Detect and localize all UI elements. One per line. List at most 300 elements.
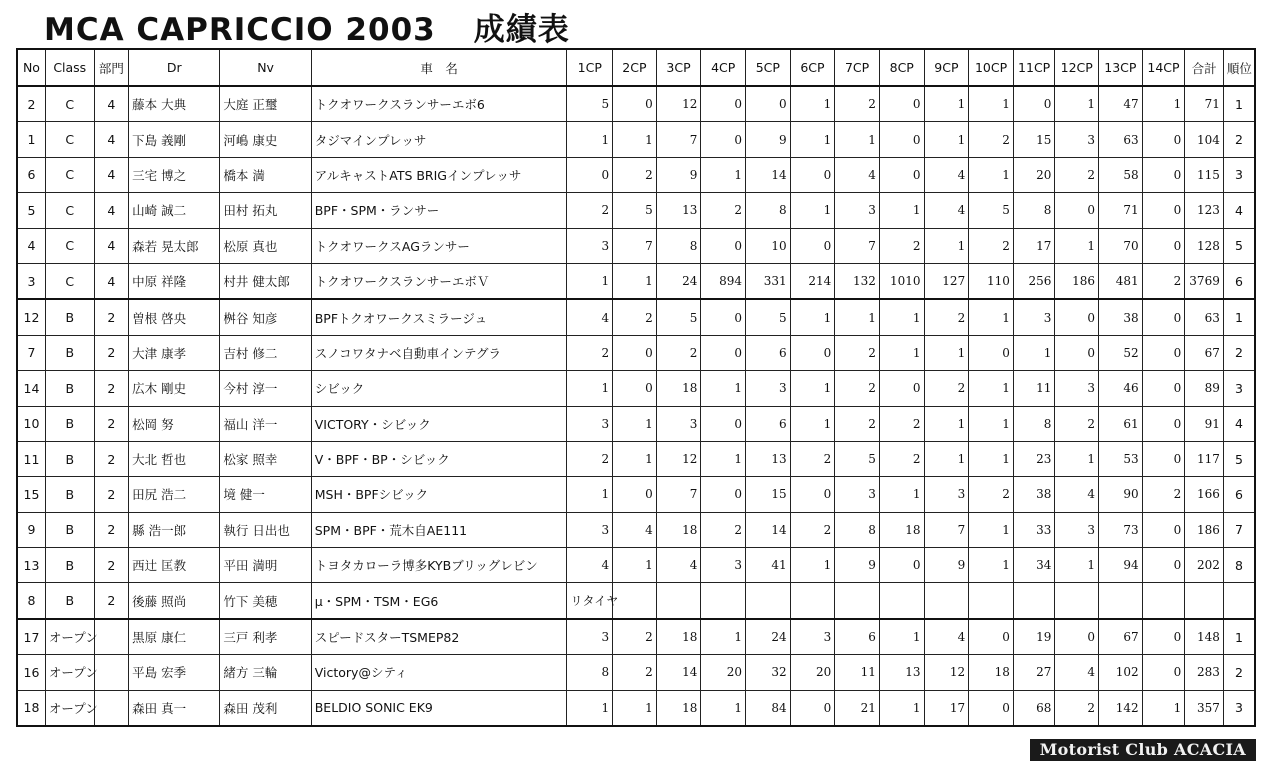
entry-number-cell: 8 bbox=[17, 583, 45, 619]
checkpoint-cell: 1 bbox=[701, 619, 746, 655]
navigator-cell: 橋本 満 bbox=[220, 157, 311, 192]
rank-cell: 5 bbox=[1223, 228, 1255, 263]
checkpoint-cell: 24 bbox=[656, 263, 701, 299]
entry-number-cell: 4 bbox=[17, 228, 45, 263]
column-header: 8CP bbox=[879, 49, 924, 86]
column-header: Class bbox=[45, 49, 94, 86]
checkpoint-cell: 1010 bbox=[879, 263, 924, 299]
class-cell: C bbox=[45, 86, 94, 122]
checkpoint-cell: 214 bbox=[790, 263, 835, 299]
total-cell: 202 bbox=[1185, 548, 1224, 583]
checkpoint-cell: 0 bbox=[1142, 335, 1185, 370]
column-header: 9CP bbox=[924, 49, 969, 86]
navigator-cell: 平田 満明 bbox=[220, 548, 311, 583]
checkpoint-cell: 20 bbox=[790, 655, 835, 690]
checkpoint-cell: 1 bbox=[790, 86, 835, 122]
car-name-cell: BELDIO SONIC EK9 bbox=[311, 690, 567, 726]
division-cell: 4 bbox=[94, 263, 129, 299]
checkpoint-cell: 2 bbox=[567, 441, 613, 476]
checkpoint-cell: 2 bbox=[701, 512, 746, 547]
checkpoint-cell: 2 bbox=[835, 371, 880, 406]
checkpoint-cell: 24 bbox=[746, 619, 791, 655]
checkpoint-cell: 7 bbox=[656, 122, 701, 157]
table-row bbox=[17, 406, 1255, 441]
results-table bbox=[16, 48, 1256, 727]
total-cell: 104 bbox=[1185, 122, 1224, 157]
division-cell: 2 bbox=[94, 299, 129, 335]
checkpoint-cell: 110 bbox=[969, 263, 1014, 299]
checkpoint-cell: 3 bbox=[1055, 122, 1099, 157]
navigator-cell: 執行 日出也 bbox=[220, 512, 311, 547]
division-cell: 2 bbox=[94, 512, 129, 547]
entry-number-cell: 9 bbox=[17, 512, 45, 547]
checkpoint-cell: 5 bbox=[567, 86, 613, 122]
column-header: 3CP bbox=[656, 49, 701, 86]
rank-cell: 2 bbox=[1223, 655, 1255, 690]
table-row bbox=[17, 228, 1255, 263]
checkpoint-cell: 2 bbox=[879, 406, 924, 441]
checkpoint-cell: 12 bbox=[656, 86, 701, 122]
checkpoint-cell: 2 bbox=[1142, 263, 1185, 299]
checkpoint-cell: 0 bbox=[1142, 548, 1185, 583]
driver-cell: 藤本 大典 bbox=[129, 86, 220, 122]
checkpoint-cell: 9 bbox=[924, 548, 969, 583]
table-row bbox=[17, 512, 1255, 547]
checkpoint-cell: 3 bbox=[924, 477, 969, 512]
checkpoint-cell: 9 bbox=[746, 122, 791, 157]
checkpoint-cell: 18 bbox=[969, 655, 1014, 690]
checkpoint-cell: 1 bbox=[701, 690, 746, 726]
checkpoint-cell: 142 bbox=[1099, 690, 1143, 726]
checkpoint-cell: 13 bbox=[656, 193, 701, 228]
rank-cell: 7 bbox=[1223, 512, 1255, 547]
checkpoint-cell: 2 bbox=[879, 228, 924, 263]
checkpoint-cell: 1 bbox=[924, 228, 969, 263]
checkpoint-cell: 4 bbox=[924, 193, 969, 228]
entry-number-cell: 10 bbox=[17, 406, 45, 441]
club-badge: Motorist Club ACACIA bbox=[1030, 739, 1256, 761]
driver-cell: 広木 剛史 bbox=[129, 371, 220, 406]
car-name-cell: アルキャストATS BRIGインプレッサ bbox=[311, 157, 567, 192]
column-header: 10CP bbox=[969, 49, 1014, 86]
class-cell: C bbox=[45, 157, 94, 192]
checkpoint-cell: 73 bbox=[1099, 512, 1143, 547]
checkpoint-cell: 68 bbox=[1013, 690, 1055, 726]
checkpoint-cell: 1 bbox=[701, 157, 746, 192]
division-cell: 2 bbox=[94, 406, 129, 441]
checkpoint-cell: 256 bbox=[1013, 263, 1055, 299]
checkpoint-cell: 47 bbox=[1099, 86, 1143, 122]
checkpoint-cell: 5 bbox=[835, 441, 880, 476]
checkpoint-cell: 9 bbox=[835, 548, 880, 583]
driver-cell: 縣 浩一郎 bbox=[129, 512, 220, 547]
checkpoint-cell: 1 bbox=[924, 406, 969, 441]
entry-number-cell: 17 bbox=[17, 619, 45, 655]
checkpoint-cell: 481 bbox=[1099, 263, 1143, 299]
checkpoint-cell: 90 bbox=[1099, 477, 1143, 512]
checkpoint-cell: 1 bbox=[1055, 86, 1099, 122]
total-cell: 166 bbox=[1185, 477, 1224, 512]
checkpoint-cell: 0 bbox=[790, 228, 835, 263]
checkpoint-cell: 23 bbox=[1013, 441, 1055, 476]
empty-cell bbox=[1185, 583, 1224, 619]
checkpoint-cell: 1 bbox=[879, 690, 924, 726]
checkpoint-cell: 0 bbox=[969, 335, 1014, 370]
checkpoint-cell: 0 bbox=[1013, 86, 1055, 122]
checkpoint-cell: 1 bbox=[835, 299, 880, 335]
car-name-cell: Victory@シティ bbox=[311, 655, 567, 690]
checkpoint-cell: 1 bbox=[969, 512, 1014, 547]
total-cell: 117 bbox=[1185, 441, 1224, 476]
checkpoint-cell: 1 bbox=[924, 335, 969, 370]
checkpoint-cell: 3 bbox=[1055, 512, 1099, 547]
navigator-cell: 大庭 正璽 bbox=[220, 86, 311, 122]
total-cell: 89 bbox=[1185, 371, 1224, 406]
class-cell: B bbox=[45, 441, 94, 476]
table-row bbox=[17, 335, 1255, 370]
checkpoint-cell: 5 bbox=[746, 299, 791, 335]
column-header: Dr bbox=[129, 49, 220, 86]
rank-cell: 6 bbox=[1223, 477, 1255, 512]
division-cell bbox=[94, 619, 129, 655]
checkpoint-cell: 53 bbox=[1099, 441, 1143, 476]
entry-number-cell: 5 bbox=[17, 193, 45, 228]
empty-cell bbox=[969, 583, 1014, 619]
table-row bbox=[17, 619, 1255, 655]
checkpoint-cell: 38 bbox=[1099, 299, 1143, 335]
checkpoint-cell: 0 bbox=[1055, 299, 1099, 335]
checkpoint-cell: 0 bbox=[567, 157, 613, 192]
checkpoint-cell: 1 bbox=[879, 619, 924, 655]
checkpoint-cell: 2 bbox=[835, 335, 880, 370]
checkpoint-cell: 5 bbox=[656, 299, 701, 335]
class-cell: C bbox=[45, 263, 94, 299]
column-header: 合計 bbox=[1185, 49, 1224, 86]
checkpoint-cell: 6 bbox=[746, 406, 791, 441]
checkpoint-cell: 3 bbox=[746, 371, 791, 406]
checkpoint-cell: 0 bbox=[1142, 371, 1185, 406]
checkpoint-cell: 1 bbox=[969, 371, 1014, 406]
driver-cell: 田尻 浩二 bbox=[129, 477, 220, 512]
checkpoint-cell: 2 bbox=[835, 86, 880, 122]
checkpoint-cell: 34 bbox=[1013, 548, 1055, 583]
column-header: 13CP bbox=[1099, 49, 1143, 86]
checkpoint-cell: 1 bbox=[567, 690, 613, 726]
checkpoint-cell: 2 bbox=[567, 193, 613, 228]
checkpoint-cell: 127 bbox=[924, 263, 969, 299]
checkpoint-cell: 2 bbox=[969, 228, 1014, 263]
class-cell: B bbox=[45, 406, 94, 441]
class-cell: オープン bbox=[45, 690, 94, 726]
checkpoint-cell: 1 bbox=[969, 441, 1014, 476]
class-cell: B bbox=[45, 335, 94, 370]
navigator-cell: 緒方 三輪 bbox=[220, 655, 311, 690]
column-header: 11CP bbox=[1013, 49, 1055, 86]
checkpoint-cell: 71 bbox=[1099, 193, 1143, 228]
rank-cell: 3 bbox=[1223, 371, 1255, 406]
total-cell: 128 bbox=[1185, 228, 1224, 263]
navigator-cell: 田村 拓丸 bbox=[220, 193, 311, 228]
empty-cell bbox=[1099, 583, 1143, 619]
checkpoint-cell: 8 bbox=[1013, 193, 1055, 228]
checkpoint-cell: 10 bbox=[746, 228, 791, 263]
checkpoint-cell: 1 bbox=[1142, 690, 1185, 726]
table-row bbox=[17, 583, 1255, 619]
checkpoint-cell: 894 bbox=[701, 263, 746, 299]
checkpoint-cell: 0 bbox=[701, 299, 746, 335]
checkpoint-cell: 1 bbox=[1055, 228, 1099, 263]
checkpoint-cell: 1 bbox=[924, 441, 969, 476]
entry-number-cell: 18 bbox=[17, 690, 45, 726]
checkpoint-cell: 2 bbox=[656, 335, 701, 370]
checkpoint-cell: 1 bbox=[613, 548, 657, 583]
checkpoint-cell: 52 bbox=[1099, 335, 1143, 370]
checkpoint-cell: 4 bbox=[924, 619, 969, 655]
class-cell: B bbox=[45, 477, 94, 512]
navigator-cell: 吉村 修二 bbox=[220, 335, 311, 370]
entry-number-cell: 3 bbox=[17, 263, 45, 299]
checkpoint-cell: 15 bbox=[1013, 122, 1055, 157]
entry-number-cell: 6 bbox=[17, 157, 45, 192]
checkpoint-cell: 2 bbox=[924, 299, 969, 335]
navigator-cell: 境 健一 bbox=[220, 477, 311, 512]
checkpoint-cell: 1 bbox=[613, 122, 657, 157]
checkpoint-cell: 1 bbox=[879, 193, 924, 228]
checkpoint-cell: 331 bbox=[746, 263, 791, 299]
driver-cell: 平島 宏季 bbox=[129, 655, 220, 690]
entry-number-cell: 16 bbox=[17, 655, 45, 690]
checkpoint-cell: 3 bbox=[835, 193, 880, 228]
checkpoint-cell: 0 bbox=[613, 335, 657, 370]
checkpoint-cell: 17 bbox=[1013, 228, 1055, 263]
checkpoint-cell: 1 bbox=[613, 263, 657, 299]
checkpoint-cell: 2 bbox=[879, 441, 924, 476]
checkpoint-cell: 2 bbox=[1055, 157, 1099, 192]
entry-number-cell: 12 bbox=[17, 299, 45, 335]
checkpoint-cell: 4 bbox=[567, 548, 613, 583]
division-cell: 4 bbox=[94, 193, 129, 228]
driver-cell: 森田 真一 bbox=[129, 690, 220, 726]
navigator-cell: 竹下 美穂 bbox=[220, 583, 311, 619]
checkpoint-cell: 1 bbox=[567, 371, 613, 406]
class-cell: B bbox=[45, 512, 94, 547]
driver-cell: 森若 晃太郎 bbox=[129, 228, 220, 263]
empty-cell bbox=[924, 583, 969, 619]
division-cell: 2 bbox=[94, 335, 129, 370]
checkpoint-cell: 5 bbox=[613, 193, 657, 228]
checkpoint-cell: 186 bbox=[1055, 263, 1099, 299]
checkpoint-cell: 0 bbox=[879, 548, 924, 583]
total-cell: 91 bbox=[1185, 406, 1224, 441]
checkpoint-cell: 0 bbox=[1142, 655, 1185, 690]
car-name-cell: トクオワークスランサーエボ6 bbox=[311, 86, 567, 122]
checkpoint-cell: 58 bbox=[1099, 157, 1143, 192]
checkpoint-cell: 1 bbox=[613, 441, 657, 476]
checkpoint-cell: 20 bbox=[1013, 157, 1055, 192]
checkpoint-cell: 0 bbox=[613, 86, 657, 122]
checkpoint-cell: 11 bbox=[835, 655, 880, 690]
checkpoint-cell: 4 bbox=[567, 299, 613, 335]
division-cell: 4 bbox=[94, 86, 129, 122]
driver-cell: 大津 康孝 bbox=[129, 335, 220, 370]
column-header: 車 名 bbox=[311, 49, 567, 86]
checkpoint-cell: 0 bbox=[701, 86, 746, 122]
empty-cell bbox=[656, 583, 701, 619]
checkpoint-cell: 2 bbox=[613, 157, 657, 192]
checkpoint-cell: 2 bbox=[790, 512, 835, 547]
checkpoint-cell: 2 bbox=[969, 122, 1014, 157]
checkpoint-cell: 3 bbox=[656, 406, 701, 441]
rank-cell: 4 bbox=[1223, 193, 1255, 228]
division-cell bbox=[94, 690, 129, 726]
checkpoint-cell: 2 bbox=[613, 299, 657, 335]
checkpoint-cell: 11 bbox=[1013, 371, 1055, 406]
checkpoint-cell: 0 bbox=[1055, 619, 1099, 655]
checkpoint-cell: 27 bbox=[1013, 655, 1055, 690]
event-title: MCA CAPRICCIO 2003 bbox=[44, 12, 436, 48]
class-cell: B bbox=[45, 548, 94, 583]
document-title: 成績表 bbox=[473, 12, 570, 48]
checkpoint-cell: 84 bbox=[746, 690, 791, 726]
checkpoint-cell: 2 bbox=[701, 193, 746, 228]
checkpoint-cell: 1 bbox=[790, 371, 835, 406]
division-cell bbox=[94, 655, 129, 690]
checkpoint-cell: 0 bbox=[1142, 619, 1185, 655]
checkpoint-cell: 8 bbox=[746, 193, 791, 228]
checkpoint-cell: 4 bbox=[1055, 477, 1099, 512]
rank-cell: 6 bbox=[1223, 263, 1255, 299]
entry-number-cell: 2 bbox=[17, 86, 45, 122]
checkpoint-cell: 0 bbox=[701, 406, 746, 441]
checkpoint-cell: 0 bbox=[790, 335, 835, 370]
navigator-cell: 松家 照幸 bbox=[220, 441, 311, 476]
table-row bbox=[17, 655, 1255, 690]
checkpoint-cell: 12 bbox=[656, 441, 701, 476]
car-name-cell: トヨタカローラ博多KYBブリッグレビン bbox=[311, 548, 567, 583]
checkpoint-cell: 1 bbox=[969, 406, 1014, 441]
table-row bbox=[17, 371, 1255, 406]
driver-cell: 黒原 康仁 bbox=[129, 619, 220, 655]
checkpoint-cell: 46 bbox=[1099, 371, 1143, 406]
checkpoint-cell: 94 bbox=[1099, 548, 1143, 583]
division-cell: 2 bbox=[94, 371, 129, 406]
entry-number-cell: 7 bbox=[17, 335, 45, 370]
column-header: No bbox=[17, 49, 45, 86]
driver-cell: 山崎 誠二 bbox=[129, 193, 220, 228]
checkpoint-cell: 0 bbox=[790, 477, 835, 512]
checkpoint-cell: 1 bbox=[613, 690, 657, 726]
car-name-cell: タジマインプレッサ bbox=[311, 122, 567, 157]
empty-cell bbox=[746, 583, 791, 619]
checkpoint-cell: 8 bbox=[567, 655, 613, 690]
column-header: 4CP bbox=[701, 49, 746, 86]
column-header: Nv bbox=[220, 49, 311, 86]
empty-cell bbox=[613, 583, 657, 619]
checkpoint-cell: 61 bbox=[1099, 406, 1143, 441]
checkpoint-cell: 0 bbox=[701, 122, 746, 157]
checkpoint-cell: 14 bbox=[746, 512, 791, 547]
table-row bbox=[17, 263, 1255, 299]
checkpoint-cell: 3 bbox=[701, 548, 746, 583]
checkpoint-cell: 1 bbox=[790, 299, 835, 335]
checkpoint-cell: 1 bbox=[879, 299, 924, 335]
total-cell: 3769 bbox=[1185, 263, 1224, 299]
rank-cell: 3 bbox=[1223, 157, 1255, 192]
checkpoint-cell: 12 bbox=[924, 655, 969, 690]
checkpoint-cell: 8 bbox=[835, 512, 880, 547]
checkpoint-cell: 4 bbox=[656, 548, 701, 583]
checkpoint-cell: 32 bbox=[746, 655, 791, 690]
rank-cell: 1 bbox=[1223, 299, 1255, 335]
car-name-cell: スピードスターTSMEP82 bbox=[311, 619, 567, 655]
car-name-cell: MSH・BPFシビック bbox=[311, 477, 567, 512]
driver-cell: 松岡 努 bbox=[129, 406, 220, 441]
checkpoint-cell: 1 bbox=[969, 86, 1014, 122]
total-cell: 123 bbox=[1185, 193, 1224, 228]
column-header: 7CP bbox=[835, 49, 880, 86]
column-header: 12CP bbox=[1055, 49, 1099, 86]
checkpoint-cell: 3 bbox=[835, 477, 880, 512]
rank-cell: 8 bbox=[1223, 548, 1255, 583]
checkpoint-cell: 0 bbox=[1142, 406, 1185, 441]
rank-cell: 2 bbox=[1223, 335, 1255, 370]
checkpoint-cell: 0 bbox=[1142, 228, 1185, 263]
empty-cell bbox=[879, 583, 924, 619]
table-row bbox=[17, 122, 1255, 157]
car-name-cell: スノコワタナベ自動車インテグラ bbox=[311, 335, 567, 370]
checkpoint-cell: 1 bbox=[924, 122, 969, 157]
checkpoint-cell: 7 bbox=[613, 228, 657, 263]
total-cell: 186 bbox=[1185, 512, 1224, 547]
checkpoint-cell: 0 bbox=[1142, 299, 1185, 335]
checkpoint-cell: 7 bbox=[656, 477, 701, 512]
checkpoint-cell: 3 bbox=[567, 406, 613, 441]
empty-cell bbox=[1223, 583, 1255, 619]
checkpoint-cell: 0 bbox=[879, 86, 924, 122]
car-name-cell: μ・SPM・TSM・EG6 bbox=[311, 583, 567, 619]
checkpoint-cell: 1 bbox=[790, 193, 835, 228]
checkpoint-cell: 2 bbox=[1142, 477, 1185, 512]
checkpoint-cell: 14 bbox=[656, 655, 701, 690]
checkpoint-cell: 1 bbox=[790, 548, 835, 583]
checkpoint-cell: 1 bbox=[1055, 441, 1099, 476]
checkpoint-cell: 0 bbox=[613, 371, 657, 406]
checkpoint-cell: 0 bbox=[613, 477, 657, 512]
checkpoint-cell: 4 bbox=[613, 512, 657, 547]
checkpoint-cell: 8 bbox=[656, 228, 701, 263]
navigator-cell: 村井 健太郎 bbox=[220, 263, 311, 299]
checkpoint-cell: 15 bbox=[746, 477, 791, 512]
empty-cell bbox=[835, 583, 880, 619]
checkpoint-cell: 70 bbox=[1099, 228, 1143, 263]
empty-cell bbox=[701, 583, 746, 619]
total-cell: 357 bbox=[1185, 690, 1224, 726]
checkpoint-cell: 0 bbox=[701, 477, 746, 512]
checkpoint-cell: 1 bbox=[567, 477, 613, 512]
checkpoint-cell: 3 bbox=[1055, 371, 1099, 406]
car-name-cell: トクオワークスランサーエボＶ bbox=[311, 263, 567, 299]
checkpoint-cell: 1 bbox=[969, 157, 1014, 192]
checkpoint-cell: 0 bbox=[1055, 335, 1099, 370]
checkpoint-cell: 0 bbox=[1142, 122, 1185, 157]
navigator-cell: 三戸 利孝 bbox=[220, 619, 311, 655]
checkpoint-cell: 20 bbox=[701, 655, 746, 690]
driver-cell: 下島 義剛 bbox=[129, 122, 220, 157]
checkpoint-cell: 7 bbox=[924, 512, 969, 547]
entry-number-cell: 1 bbox=[17, 122, 45, 157]
checkpoint-cell: 2 bbox=[613, 655, 657, 690]
table-row bbox=[17, 548, 1255, 583]
